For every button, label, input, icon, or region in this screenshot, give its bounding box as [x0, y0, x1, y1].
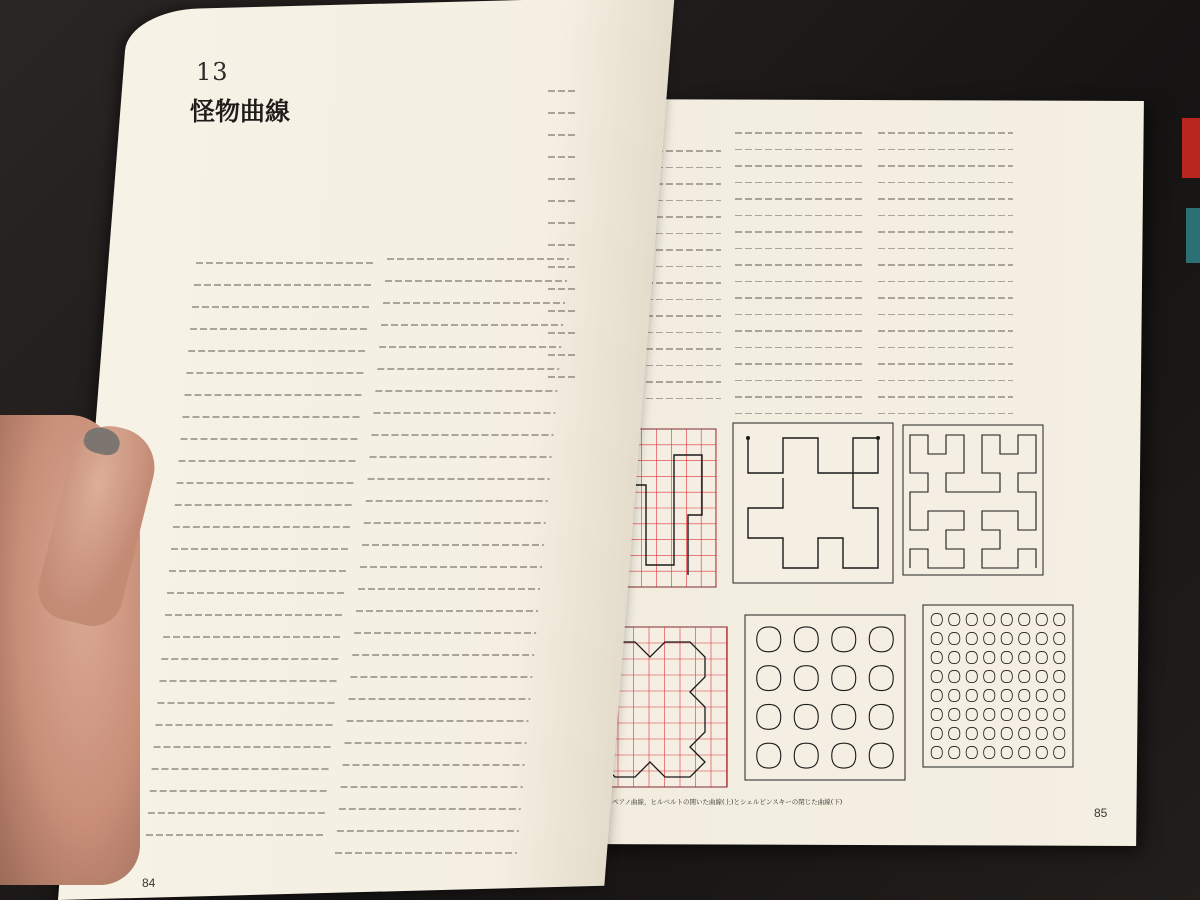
teal-book-spine [1186, 208, 1200, 263]
figure-sierpinski-curve-order-2 [740, 610, 910, 785]
right-text-column-3 [878, 132, 1013, 429]
left-text-column-3-partial [548, 90, 578, 398]
red-book-spine [1182, 118, 1200, 178]
chapter-number: 13 [196, 58, 229, 86]
right-text-column-2 [735, 132, 863, 429]
figure-hilbert-curve-order-2 [728, 418, 898, 588]
right-page-number: 85 [1094, 806, 1108, 820]
left-page-number: 84 [142, 876, 156, 890]
figure-sierpinski-curve-order-3 [918, 600, 1078, 772]
figure-hilbert-curve-order-3 [898, 420, 1048, 580]
figure-caption: ペアノ曲線，ヒルベルトの開いた曲線(上)とシェルピンスキーの閉じた曲線(下) [612, 798, 843, 806]
chapter-title: 怪物曲線 [190, 97, 291, 126]
